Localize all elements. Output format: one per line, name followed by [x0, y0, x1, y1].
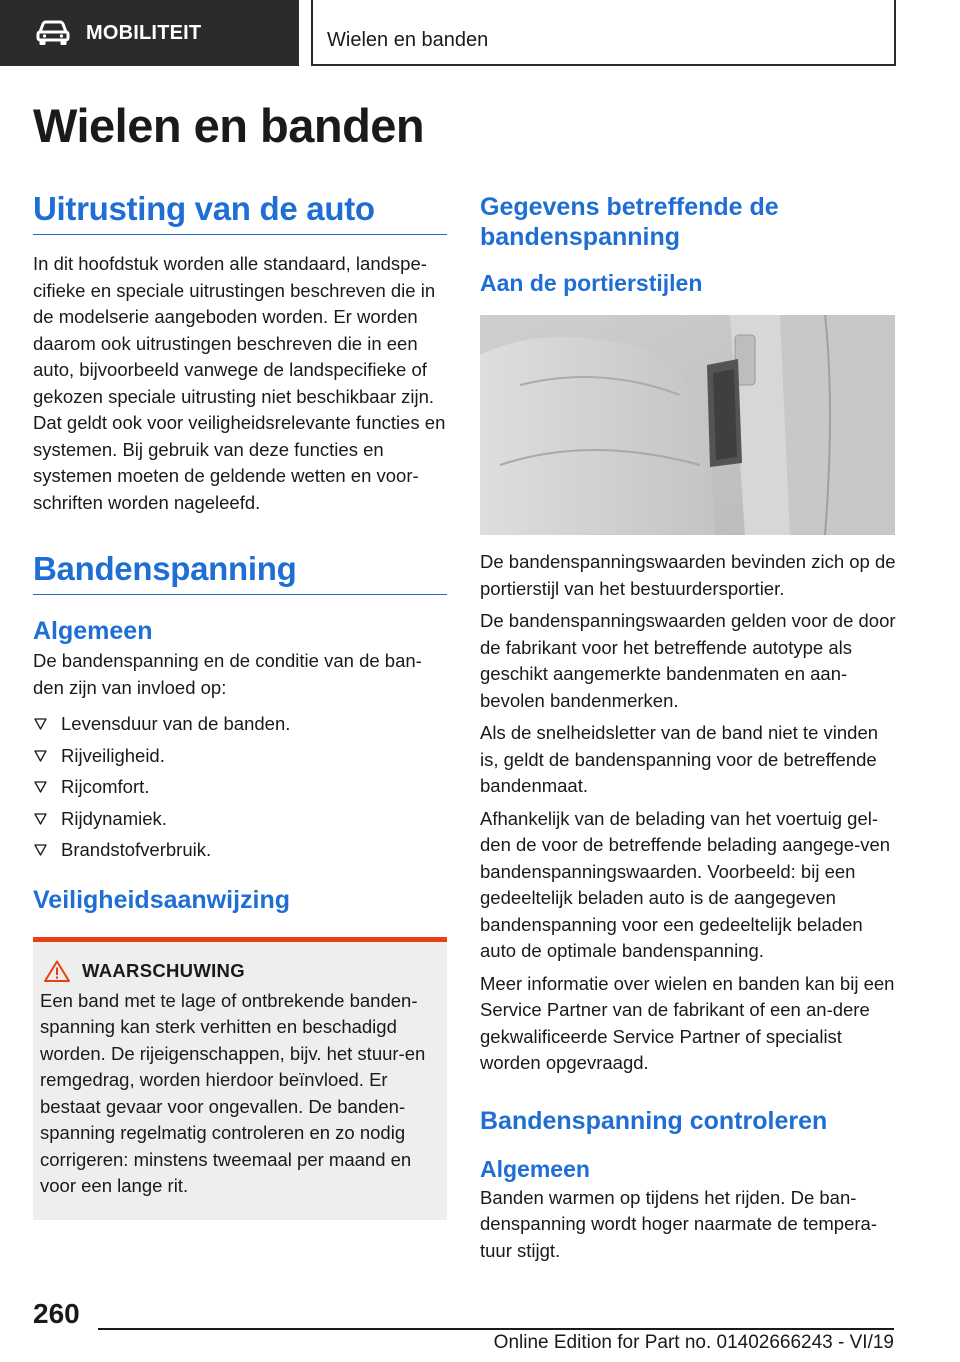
- warning-text: Een band met te lage of ontbrekende banden-spanning kan sterk verhitten en beschadigd worden. De rijeigenschappen, bijv. het stuur-en remgedrag, worden hierdoor beïnvloed. Er bestaat gevaar voor ongevallen. De banden-spanning regelmatig controleren en zo nodig corrigeren: minstens tweemaal per maand en voor een lange rit.: [40, 989, 426, 1196]
- data-paragraph: Afhankelijk van de belading van het voertuig gel-den de voor de betreffende belading aangege-ven bandenspanningswaarden. Voorbeeld: bij een gedeeltelijk beladen auto is de aangegeven bandenspanning voor een gedeeltelijk beladen auto de optimale bandenspanning.: [480, 807, 891, 961]
- data-paragraph: Als de snelheidsletter van de band niet te vinden is, geldt de bandenspanning voor de betreffende bandenmaat.: [480, 722, 879, 796]
- section-tab: [0, 0, 299, 66]
- list-item: Rijveiligheid.: [33, 743, 447, 770]
- equipment-text: In dit hoofdstuk worden alle standaard, landspe-cifieke en speciale uitrustingen beschreven die in de modelserie aangeboden worden. Er worden daarom ook uitrustingen beschreven die in een auto, bijvoorbeeld vanwege de landspecifieke of gekozen speciale uitrusting niet beschikbaar zijn. Dat geldt ook voor veiligheidsrelevante functies en systemen. Bij gebruik van deze functies en systemen moeten de geldende wetten en voor-schriften worden nageleefd.: [33, 253, 446, 513]
- warning-title: WAARSCHUWING: [82, 959, 245, 981]
- warning-box: [33, 937, 447, 1220]
- safety-heading: Veiligheidsaanwijzing: [33, 885, 291, 914]
- list-item: Levensduur van de banden.: [33, 711, 447, 738]
- bullet-triangle-icon: [34, 718, 47, 730]
- bullet-triangle-icon: [34, 813, 47, 825]
- general-heading: Algemeen: [33, 617, 153, 645]
- doorpillar-heading: Aan de portierstijlen: [480, 270, 703, 296]
- chapter-tab: [311, 0, 896, 66]
- warning-triangle-icon: [44, 960, 70, 982]
- bullet-triangle-icon: [34, 750, 47, 762]
- bullet-triangle-icon: [34, 781, 47, 793]
- list-item: Rijdynamiek.: [33, 806, 447, 833]
- page-title: Wielen en banden: [33, 99, 425, 152]
- equipment-heading: Uitrusting van de auto: [33, 190, 447, 235]
- section-label: MOBILITEIT: [86, 21, 202, 44]
- footer-divider: [98, 1328, 894, 1330]
- page-number: 260: [33, 1298, 80, 1329]
- list-item: Rijcomfort.: [33, 774, 447, 801]
- chapter-label: Wielen en banden: [327, 29, 489, 51]
- data-paragraph: De bandenspanningswaarden bevinden zich op de portierstijl van het bestuurdersportier.: [480, 551, 896, 599]
- data-heading: Gegevens betreffende de bandenspanning: [480, 193, 779, 251]
- check-general-heading: Algemeen: [480, 1155, 590, 1182]
- check-text: Banden warmen op tijdens het rijden. De ban-denspanning wordt hoger naarmate de tempera-tuur stijgt.: [480, 1186, 877, 1261]
- right-column: [480, 192, 896, 1264]
- list-item: Brandstofverbruik.: [33, 837, 447, 864]
- bullet-triangle-icon: [34, 844, 47, 856]
- data-paragraph: Meer informatie over wielen en banden kan bij een Service Partner van de fabrikant of een an-dere gekwalificeerde Service Partner of specialist worden opgevraagd.: [480, 972, 895, 1073]
- influence-list: [33, 711, 447, 864]
- check-heading: Bandenspanning controleren: [480, 1106, 828, 1135]
- footer-edition: Online Edition for Part no. 01402666243 - VI/19: [493, 1332, 894, 1353]
- left-column: [33, 190, 447, 1220]
- data-paragraph: De bandenspanningswaarden gelden voor de door de fabrikant voor het betreffende autotype als geschikt aangemerkte bandenmaten en aan-bevolen bandenmerken.: [480, 610, 896, 711]
- general-text: De bandenspanning en de conditie van de ban-den zijn van invloed op:: [33, 650, 422, 698]
- door-pillar-image: [480, 315, 895, 535]
- pressure-heading: Bandenspanning: [33, 550, 447, 595]
- car-icon: [36, 20, 70, 46]
